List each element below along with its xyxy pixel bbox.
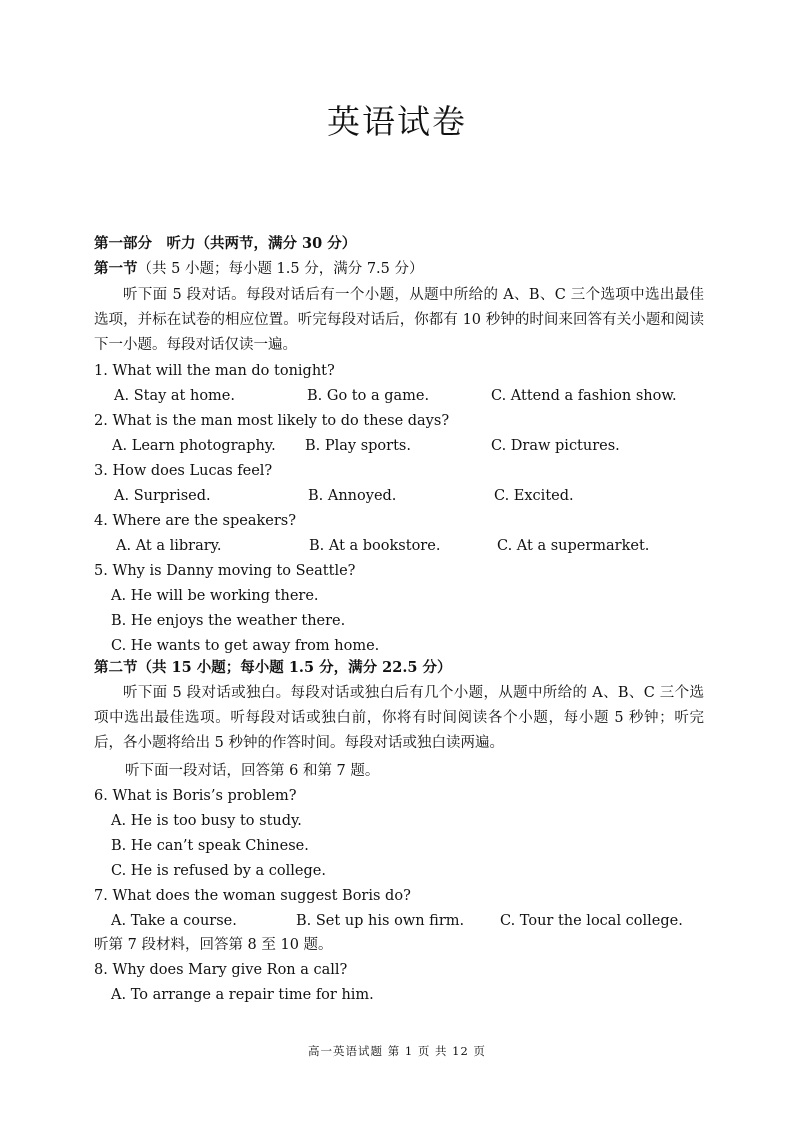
part1-heading: 第一部分 听力（共两节，满分 30 分）	[94, 235, 357, 252]
section1-heading	[94, 259, 424, 279]
question-6: 6. What is Boris’s problem?	[94, 788, 297, 804]
q2-option-b: B. Play sports.	[305, 438, 411, 454]
question-3: 3. How does Lucas feel?	[94, 463, 273, 479]
question-8: 8. Why does Mary give Ron a call?	[94, 962, 348, 978]
page-title: 英语试卷	[327, 102, 467, 141]
q6-option-a: A. He is too busy to study.	[111, 813, 302, 829]
q4-option-b: B. At a bookstore.	[309, 538, 441, 554]
section2-heading: 第二节（共 15 小题；每小题 1.5 分，满分 22.5 分）	[94, 659, 452, 676]
page-footer: 高一英语试题 第 1 页 共 12 页	[308, 1044, 486, 1058]
section2-sub-instruction: 听下面一段对话，回答第 6 和第 7 题。	[125, 763, 380, 779]
section2-instructions: 听下面 5 段对话或独白。每段对话或独白后有几个小题，从题中所给的 A、B、C 三个选项中选出最佳选项。听每段对话或独白前，你将有时间阅读各个小题，每小题 5 秒钟；听完后，各小题将给出 5 秒钟的作答时间。每段对话或独白读两遍。	[94, 685, 704, 751]
section1-heading-detail: （共 5 小题；每小题 1.5 分，满分 7.5 分）	[137, 261, 424, 277]
q3-option-c: C. Excited.	[494, 488, 574, 504]
q5-option-b: B. He enjoys the weather there.	[111, 613, 346, 629]
q1-option-a: A. Stay at home.	[114, 388, 235, 404]
q8-option-a: A. To arrange a repair time for him.	[111, 987, 374, 1003]
q7-option-b: B. Set up his own firm.	[296, 913, 465, 929]
question-5: 5. Why is Danny moving to Seattle?	[94, 563, 356, 579]
q1-option-b: B. Go to a game.	[307, 388, 430, 404]
q3-option-b: B. Annoyed.	[308, 488, 397, 504]
question-7: 7. What does the woman suggest Boris do?	[94, 888, 411, 904]
q2-option-c: C. Draw pictures.	[491, 438, 620, 454]
section1-instructions: 听下面 5 段对话。每段对话后有一个小题，从题中所给的 A、B、C 三个选项中选出最佳选项，并标在试卷的相应位置。听完每段对话后，你都有 10 秒钟的时间来回答有关小题和阅读下一小题。每段对话仅读一遍。	[94, 287, 704, 353]
q6-option-c: C. He is refused by a college.	[111, 863, 326, 879]
section2-sub-instruction-2: 听第 7 段材料，回答第 8 至 10 题。	[94, 937, 333, 953]
question-2: 2. What is the man most likely to do these days?	[94, 413, 450, 429]
q1-option-c: C. Attend a fashion show.	[491, 388, 677, 404]
question-1: 1. What will the man do tonight?	[94, 363, 335, 379]
section1-heading-label: 第一节	[94, 260, 138, 277]
q3-option-a: A. Surprised.	[114, 488, 211, 504]
q7-option-a: A. Take a course.	[111, 913, 237, 929]
q6-option-b: B. He can’t speak Chinese.	[111, 838, 309, 854]
q4-option-c: C. At a supermarket.	[497, 538, 650, 554]
q7-option-c: C. Tour the local college.	[500, 913, 683, 929]
q2-option-a: A. Learn photography.	[112, 438, 276, 454]
q5-option-a: A. He will be working there.	[111, 588, 319, 604]
q4-option-a: A. At a library.	[116, 538, 222, 554]
question-4: 4. Where are the speakers?	[94, 513, 296, 529]
q5-option-c: C. He wants to get away from home.	[111, 638, 380, 654]
